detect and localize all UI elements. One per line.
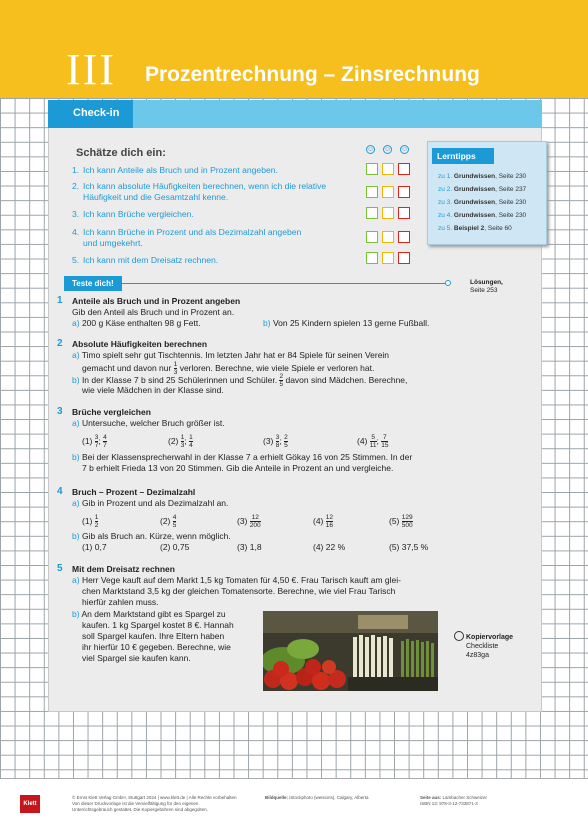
task-part-b: b) Von 25 Kindern spielen 13 gerne Fußball. [263,318,430,328]
task-number: 2 [57,338,63,349]
task-text: wie viele Mädchen in der Klasse sind. [82,385,224,395]
task-part-b: b) Bei der Klassensprecherwahl in der Klasse 7 a erhielt Gökay 16 von 25 Stimmen. In der [72,452,413,462]
task-text: soll Spargel kaufen. Ihre Eltern haben [82,631,225,641]
rating-boxes [366,252,410,264]
task-part-a: a) Gib in Prozent und als Dezimalzahl an. [72,498,229,508]
fraction: $\frac{2}{5}$ [279,373,284,388]
lerntipps-title: Lerntipps [432,148,494,164]
smiley-icon: ☺ [401,146,409,153]
rating-box-good[interactable] [366,186,378,198]
decimal-item: (2) 0,75 [160,542,190,552]
self-item-5: 5. Ich kann mit dem Dreisatz rechnen. [72,255,219,265]
task-part-a: a) Timo spielt sehr gut Tischtennis. Im letzten Jahr hat er 84 Spiele für seinen Verein [72,350,390,360]
rating-box-bad[interactable] [398,252,410,264]
fraction: $\frac{1}{3}$ [173,361,178,376]
lerntipps-box [427,141,547,245]
fraction-pair: (2) $\frac{1}{3}$ ; $\frac{1}{4}$ [168,434,193,449]
rating-box-medium[interactable] [382,163,394,175]
footer-copyright: © Ernst Klett Verlag GmbH, Stuttgart 2024 | www.klett.de | Alle Rechte vorbehalten Von dieser Druckvorlage ist die Vervielfältigung für den eigenen Unterrichtsgebrauch gestattet. Die Kopiergebühren sind abgegolten. [72,795,237,812]
klett-logo: Klett [20,795,40,813]
task-title: Mit dem Dreisatz rechnen [72,564,175,574]
rating-box-bad[interactable] [398,231,410,243]
rating-boxes [366,207,410,219]
task-number: 5 [57,563,63,574]
self-assessment-heading: Schätze dich ein: [76,147,166,159]
rating-box-medium[interactable] [382,186,394,198]
task-part-a: a) Untersuche, welcher Bruch größer ist. [72,418,225,428]
task-part-b: b) In der Klasse 7 b sind 25 Schülerinnen und Schüler. $\frac{2}{5}$ davon sind Mädchen. Berechne, [72,373,408,388]
task-title: Brüche vergleichen [72,407,151,417]
task-text: chen Marktstand 3,5 kg der gleichen Tomatensorte. Berechne, wie viel Frau Tarisch [82,586,396,596]
rating-box-bad[interactable] [398,163,410,175]
task-text: kaufen. 1 kg Spargel kostet 8 €. Hannah [82,620,234,630]
fraction-pair: (1) $\frac{3}{7}$ ; $\frac{4}{7}$ [82,434,107,449]
footer-bildquelle: Bildquelle: iStockphoto (weisions), Calgary, Alberta [265,795,369,800]
lerntipp-row: zu 4. Grundwissen, Seite 230 [438,212,527,219]
rating-box-medium[interactable] [382,252,394,264]
task-part-b: b) An dem Marktstand gibt es Spargel zu [72,609,226,619]
self-item-2: 2. Ich kann absolute Häufigkeiten berechnen, wenn ich die relative Häufigkeit und die Gesamtzahl kenne. [72,181,327,202]
rating-boxes [366,163,410,175]
task-text: ihr hierfür 10 € gegeben. Berechne, wie [82,642,231,652]
fraction-item: (1) $\frac{1}{2}$ [82,514,99,529]
task-part-a: a) Herr Vege kauft auf dem Markt 1,5 kg Tomaten für 4,50 €. Frau Tarisch kauft am glei- [72,575,401,585]
decimal-item: (3) 1,8 [237,542,262,552]
task-text: 7 b erhielt Frieda 13 von 20 Stimmen. Gib die Anteile in Prozent an und vergleiche. [82,463,394,473]
decimal-item: (1) 0,7 [82,542,107,552]
fraction-item: (5) $\frac{129}{500}$ [389,514,413,529]
kopiervorlage-ref: Kopiervorlage Checkliste 4z83ga [466,634,514,659]
rating-box-bad[interactable] [398,186,410,198]
rating-box-good[interactable] [366,163,378,175]
rating-box-bad[interactable] [398,207,410,219]
task-text: gemacht und davon nur $\frac{1}{3}$ verloren. Berechne, wie viele Spiele er verloren hat. [82,361,375,376]
rating-boxes [366,186,410,198]
checkin-tab: Check-in [48,100,133,128]
fraction-pair: (4) $\frac{5}{11}$ ; $\frac{7}{15}$ [357,434,389,449]
smiley-icon: ☺ [384,146,392,153]
rating-box-good[interactable] [366,231,378,243]
smiley-icon: ☺ [367,146,375,153]
rating-box-medium[interactable] [382,207,394,219]
footer-isbn: Seite aus: Lambacher Schweizer ISBN 13: 978-3-12-733871-3 [420,795,488,806]
task-number: 3 [57,406,63,417]
task-title: Absolute Häufigkeiten berechnen [72,339,208,349]
task-text: viel Spargel sie kaufen kann. [82,653,191,663]
teste-dich-tab: Teste dich! [64,276,122,291]
task-title: Bruch – Prozent – Dezimalzahl [72,487,196,497]
task-part-b: b) Gib als Bruch an. Kürze, wenn möglich. [72,531,231,541]
rating-box-good[interactable] [366,252,378,264]
divider-end-circle [445,280,451,286]
lerntipp-row: zu 2. Grundwissen, Seite 237 [438,186,527,193]
rating-box-medium[interactable] [382,231,394,243]
rating-boxes [366,231,410,243]
task-part-a: a) 200 g Käse enthalten 98 g Fett. [72,318,201,328]
fraction-item: (3) $\frac{12}{200}$ [237,514,261,529]
task-text: hierfür zahlen muss. [82,597,159,607]
lerntipp-row: zu 3. Grundwissen, Seite 230 [438,199,527,206]
task-title: Anteile als Bruch und in Prozent angeben [72,296,241,306]
decimal-item: (5) 37,5 % [389,542,429,552]
fraction-item: (4) $\frac{12}{16}$ [313,514,333,529]
decimal-item: (4) 22 % [313,542,346,552]
rating-box-good[interactable] [366,207,378,219]
market-vegetables-photo [263,611,438,691]
loesungen-ref: Lösungen, Seite 253 [470,279,503,294]
fraction-pair: (3) $\frac{3}{8}$ ; $\frac{2}{5}$ [263,434,288,449]
chapter-title: Prozentrechnung – Zinsrechnung [145,63,480,86]
self-item-1: 1. Ich kann Anteile als Bruch und in Prozent angeben. [72,165,278,175]
task-number: 4 [57,486,63,497]
task-number: 1 [57,295,63,306]
self-item-4: 4. Ich kann Brüche in Prozent und als Dezimalzahl angeben und umgekehrt. [72,227,302,248]
chapter-number: III [66,45,116,94]
chapter-header [0,0,588,98]
self-item-3: 3. Ich kann Brüche vergleichen. [72,209,194,219]
fraction-item: (2) $\frac{4}{5}$ [160,514,177,529]
lerntipp-row: zu 5. Beispiel 2, Seite 60 [438,225,512,232]
task-text: Gib den Anteil als Bruch und in Prozent an. [72,307,235,317]
lerntipp-row: zu 1. Grundwissen, Seite 230 [438,173,527,180]
smiley-row [366,145,409,154]
